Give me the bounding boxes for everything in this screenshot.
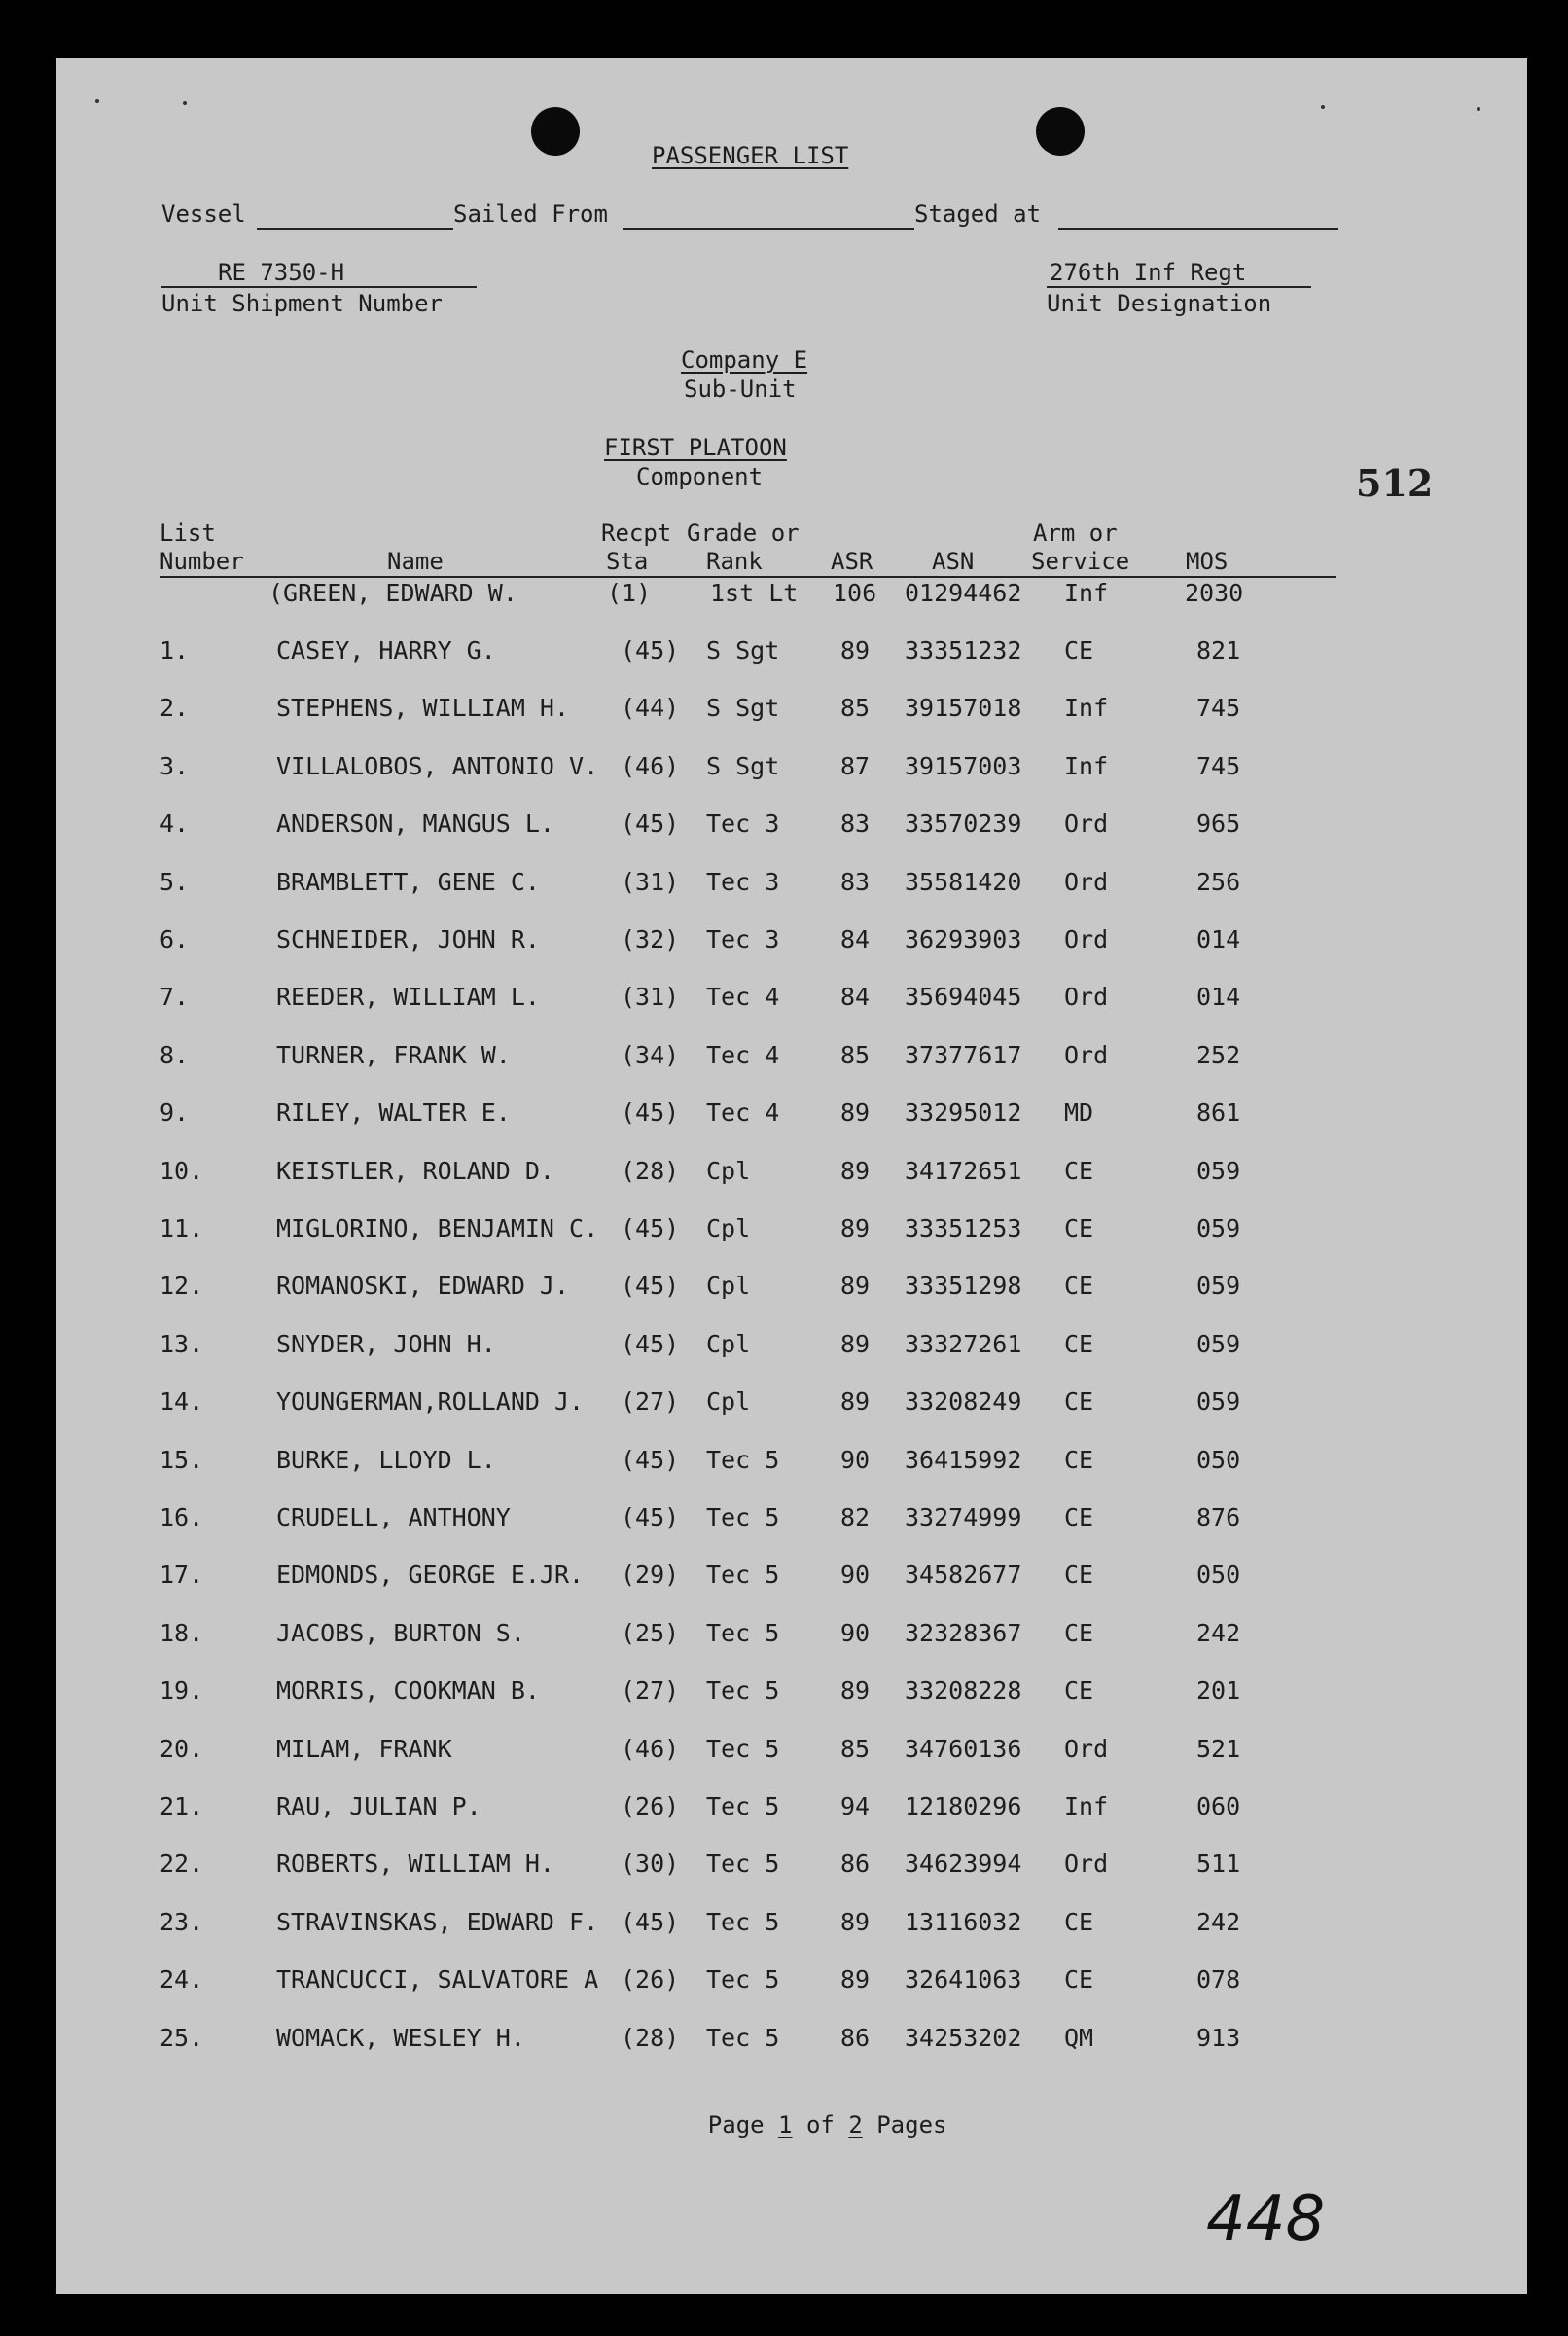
cell-sta: (46) xyxy=(621,1735,680,1763)
cell-num: 17. xyxy=(160,1561,204,1589)
table-row xyxy=(56,1792,1527,1831)
cell-mos: 876 xyxy=(1196,1503,1241,1531)
cell-asr: 86 xyxy=(840,1850,871,1878)
cell-asn: 33351232 xyxy=(905,636,1022,665)
cell-sta: (31) xyxy=(621,868,680,896)
cell-num: 18. xyxy=(160,1619,204,1647)
cell-grade: Tec 3 xyxy=(706,925,780,953)
cell-sta: (45) xyxy=(621,1503,680,1531)
cell-grade: Tec 5 xyxy=(706,1503,780,1531)
cell-asn: 13116032 xyxy=(905,1908,1022,1936)
col-header-number: Number xyxy=(160,548,244,575)
cell-arm: Ord xyxy=(1064,1850,1109,1878)
cell-arm: Ord xyxy=(1064,983,1109,1011)
cell-asn: 34623994 xyxy=(905,1850,1022,1878)
cell-asn: 33208228 xyxy=(905,1676,1022,1705)
col-header-asn: ASN xyxy=(932,548,975,575)
cell-arm: CE xyxy=(1064,636,1094,665)
table-row xyxy=(56,1098,1527,1137)
cell-num: 16. xyxy=(160,1503,204,1531)
cell-arm: QM xyxy=(1064,2024,1094,2052)
unit-designation-label: Unit Designation xyxy=(1047,290,1272,317)
speck xyxy=(183,101,187,105)
staged-at-blank xyxy=(1058,228,1338,230)
table-row xyxy=(56,1908,1527,1947)
cell-sta: (45) xyxy=(621,1446,680,1474)
cell-sta: (26) xyxy=(621,1965,680,1994)
cell-grade: Tec 4 xyxy=(706,1098,780,1127)
cell-num: 9. xyxy=(160,1098,190,1127)
speck xyxy=(1321,105,1325,109)
cell-arm: CE xyxy=(1064,1965,1094,1994)
cell-arm: CE xyxy=(1064,1387,1094,1416)
cell-sta: (45) xyxy=(621,1908,680,1936)
col-header-rank: Rank xyxy=(706,548,763,575)
cell-asn: 33327261 xyxy=(905,1330,1022,1358)
cell-asr: 89 xyxy=(840,1676,871,1705)
speck xyxy=(1477,107,1480,111)
cell-asr: 89 xyxy=(840,1214,871,1242)
cell-grade: Tec 3 xyxy=(706,868,780,896)
cell-name: RAU, JULIAN P. xyxy=(276,1792,481,1820)
cell-arm: CE xyxy=(1064,1908,1094,1936)
cell-grade: Tec 4 xyxy=(706,983,780,1011)
cell-name: ROBERTS, WILLIAM H. xyxy=(276,1850,554,1878)
cell-name: BURKE, LLOYD L. xyxy=(276,1446,496,1474)
cell-asr: 89 xyxy=(840,1387,871,1416)
cell-sta: (27) xyxy=(621,1387,680,1416)
cell-sta: (26) xyxy=(621,1792,680,1820)
cell-asn: 34582677 xyxy=(905,1561,1022,1589)
document-title: PASSENGER LIST xyxy=(652,142,849,169)
cell-grade: Tec 5 xyxy=(706,1446,780,1474)
cell-asr: 84 xyxy=(840,925,871,953)
cell-arm: Ord xyxy=(1064,868,1109,896)
cell-asn: 01294462 xyxy=(905,579,1022,607)
table-row xyxy=(56,694,1527,733)
speck xyxy=(95,99,99,103)
cell-arm: Ord xyxy=(1064,925,1109,953)
cell-arm: CE xyxy=(1064,1676,1094,1705)
cell-grade: Tec 5 xyxy=(706,1850,780,1878)
cell-arm: CE xyxy=(1064,1503,1094,1531)
col-header-recpt: Recpt xyxy=(601,520,672,547)
vessel-blank xyxy=(257,228,453,230)
cell-asr: 90 xyxy=(840,1619,871,1647)
cell-name: KEISTLER, ROLAND D. xyxy=(276,1157,554,1185)
cell-sta: (27) xyxy=(621,1676,680,1705)
cell-grade: Cpl xyxy=(706,1157,751,1185)
cell-grade: Tec 5 xyxy=(706,1792,780,1820)
cell-num: 15. xyxy=(160,1446,204,1474)
cell-num: 4. xyxy=(160,809,190,838)
table-row xyxy=(56,1330,1527,1369)
cell-name: TRANCUCCI, SALVATORE A xyxy=(276,1965,599,1994)
table-row-officer xyxy=(56,579,1527,618)
cell-grade: S Sgt xyxy=(706,752,780,780)
table-row xyxy=(56,1619,1527,1658)
cell-grade: Tec 5 xyxy=(706,1735,780,1763)
cell-asr: 85 xyxy=(840,1735,871,1763)
unit-shipment-line xyxy=(161,286,477,288)
cell-num: 10. xyxy=(160,1157,204,1185)
cell-num: 1. xyxy=(160,636,190,665)
col-header-list: List xyxy=(160,520,216,547)
table-row xyxy=(56,983,1527,1022)
cell-name: MIGLORINO, BENJAMIN C. xyxy=(276,1214,599,1242)
total-pages: 2 xyxy=(848,2111,863,2138)
cell-name: SNYDER, JOHN H. xyxy=(276,1330,496,1358)
unit-designation-line xyxy=(1047,286,1311,288)
cell-arm: Inf xyxy=(1064,752,1109,780)
cell-mos: 014 xyxy=(1196,983,1241,1011)
cell-mos: 913 xyxy=(1196,2024,1241,2052)
col-header-mos: MOS xyxy=(1186,548,1229,575)
cell-asn: 33208249 xyxy=(905,1387,1022,1416)
component-value: FIRST PLATOON xyxy=(604,434,787,461)
cell-name: WOMACK, WESLEY H. xyxy=(276,2024,525,2052)
cell-name: CASEY, HARRY G. xyxy=(276,636,496,665)
cell-mos: 821 xyxy=(1196,636,1241,665)
cell-grade: Tec 3 xyxy=(706,809,780,838)
of-label: of xyxy=(805,2111,835,2138)
cell-arm: CE xyxy=(1064,1330,1094,1358)
document-page xyxy=(56,58,1527,2294)
col-header-grade: Grade or xyxy=(687,520,800,547)
cell-sta: (46) xyxy=(621,752,680,780)
cell-grade: 1st Lt xyxy=(710,579,799,607)
cell-num: 22. xyxy=(160,1850,204,1878)
cell-arm: CE xyxy=(1064,1619,1094,1647)
cell-grade: Tec 5 xyxy=(706,1908,780,1936)
cell-grade: Tec 4 xyxy=(706,1041,780,1069)
cell-sta: (30) xyxy=(621,1850,680,1878)
table-row xyxy=(56,809,1527,848)
cell-sta: (45) xyxy=(621,809,680,838)
cell-mos: 965 xyxy=(1196,809,1241,838)
page-footer xyxy=(652,2084,946,2166)
cell-sta: (32) xyxy=(621,925,680,953)
cell-num: 12. xyxy=(160,1272,204,1300)
cell-asn: 32641063 xyxy=(905,1965,1022,1994)
col-header-service: Service xyxy=(1031,548,1130,575)
cell-asn: 36415992 xyxy=(905,1446,1022,1474)
cell-mos: 861 xyxy=(1196,1098,1241,1127)
cell-grade: S Sgt xyxy=(706,694,780,722)
cell-name: (GREEN, EDWARD W. xyxy=(268,579,517,607)
cell-arm: Inf xyxy=(1064,1792,1109,1820)
cell-asn: 35694045 xyxy=(905,983,1022,1011)
cell-mos: 745 xyxy=(1196,694,1241,722)
punch-hole-right xyxy=(1036,107,1085,156)
cell-num: 3. xyxy=(160,752,190,780)
cell-mos: 059 xyxy=(1196,1214,1241,1242)
cell-asr: 106 xyxy=(833,579,877,607)
cell-asn: 34253202 xyxy=(905,2024,1022,2052)
cell-num: 5. xyxy=(160,868,190,896)
page-label: Page xyxy=(707,2111,765,2138)
cell-mos: 060 xyxy=(1196,1792,1241,1820)
cell-num: 19. xyxy=(160,1676,204,1705)
cell-mos: 511 xyxy=(1196,1850,1241,1878)
cell-name: MORRIS, COOKMAN B. xyxy=(276,1676,540,1705)
cell-asn: 34172651 xyxy=(905,1157,1022,1185)
cell-sta: (29) xyxy=(621,1561,680,1589)
cell-mos: 059 xyxy=(1196,1157,1241,1185)
col-header-sta: Sta xyxy=(606,548,649,575)
cell-name: STEPHENS, WILLIAM H. xyxy=(276,694,570,722)
cell-num: 2. xyxy=(160,694,190,722)
cell-sta: (31) xyxy=(621,983,680,1011)
cell-mos: 242 xyxy=(1196,1619,1241,1647)
cell-sta: (45) xyxy=(621,636,680,665)
cell-grade: Tec 5 xyxy=(706,1676,780,1705)
cell-name: ANDERSON, MANGUS L. xyxy=(276,809,554,838)
cell-num: 25. xyxy=(160,2024,204,2052)
table-row xyxy=(56,1446,1527,1485)
unit-shipment-label: Unit Shipment Number xyxy=(161,290,443,317)
stamp-number: 512 xyxy=(1356,461,1434,505)
cell-sta: (1) xyxy=(607,579,652,607)
cell-sta: (44) xyxy=(621,694,680,722)
cell-sta: (45) xyxy=(621,1098,680,1127)
cell-mos: 078 xyxy=(1196,1965,1241,1994)
table-row xyxy=(56,868,1527,907)
cell-num: 11. xyxy=(160,1214,204,1242)
cell-mos: 201 xyxy=(1196,1676,1241,1705)
cell-name: TURNER, FRANK W. xyxy=(276,1041,511,1069)
cell-asn: 37377617 xyxy=(905,1041,1022,1069)
cell-mos: 050 xyxy=(1196,1446,1241,1474)
cell-arm: CE xyxy=(1064,1272,1094,1300)
sub-unit-value: Company E xyxy=(681,346,808,374)
cell-asr: 89 xyxy=(840,1157,871,1185)
cell-num: 8. xyxy=(160,1041,190,1069)
cell-asr: 90 xyxy=(840,1561,871,1589)
cell-mos: 252 xyxy=(1196,1041,1241,1069)
cell-mos: 2030 xyxy=(1185,579,1244,607)
cell-num: 7. xyxy=(160,983,190,1011)
unit-shipment-number: RE 7350-H xyxy=(218,259,345,286)
sailed-from-blank xyxy=(623,228,914,230)
cell-mos: 242 xyxy=(1196,1908,1241,1936)
table-row xyxy=(56,636,1527,675)
cell-asn: 35581420 xyxy=(905,868,1022,896)
cell-arm: Inf xyxy=(1064,694,1109,722)
cell-asr: 82 xyxy=(840,1503,871,1531)
staged-at-label: Staged at xyxy=(914,200,1042,228)
cell-arm: CE xyxy=(1064,1561,1094,1589)
cell-name: RILEY, WALTER E. xyxy=(276,1098,511,1127)
cell-num: 24. xyxy=(160,1965,204,1994)
cell-asr: 89 xyxy=(840,1965,871,1994)
table-row xyxy=(56,1561,1527,1599)
cell-asn: 33351253 xyxy=(905,1214,1022,1242)
table-row xyxy=(56,752,1527,791)
cell-sta: (28) xyxy=(621,2024,680,2052)
cell-arm: CE xyxy=(1064,1214,1094,1242)
cell-asn: 36293903 xyxy=(905,925,1022,953)
cell-asr: 89 xyxy=(840,1330,871,1358)
cell-asn: 33570239 xyxy=(905,809,1022,838)
cell-name: REEDER, WILLIAM L. xyxy=(276,983,540,1011)
cell-asn: 39157018 xyxy=(905,694,1022,722)
cell-name: ROMANOSKI, EDWARD J. xyxy=(276,1272,570,1300)
cell-grade: Cpl xyxy=(706,1330,751,1358)
cell-name: MILAM, FRANK xyxy=(276,1735,452,1763)
page-number: 1 xyxy=(778,2111,793,2138)
cell-num: 6. xyxy=(160,925,190,953)
cell-asr: 85 xyxy=(840,1041,871,1069)
cell-mos: 745 xyxy=(1196,752,1241,780)
cell-grade: Tec 5 xyxy=(706,1561,780,1589)
cell-grade: Tec 5 xyxy=(706,1619,780,1647)
cell-arm: Ord xyxy=(1064,1735,1109,1763)
cell-asr: 89 xyxy=(840,1908,871,1936)
cell-grade: S Sgt xyxy=(706,636,780,665)
cell-asn: 33274999 xyxy=(905,1503,1022,1531)
cell-sta: (45) xyxy=(621,1330,680,1358)
cell-asr: 90 xyxy=(840,1446,871,1474)
cell-name: STRAVINSKAS, EDWARD F. xyxy=(276,1908,599,1936)
cell-asr: 89 xyxy=(840,1272,871,1300)
cell-mos: 050 xyxy=(1196,1561,1241,1589)
cell-name: EDMONDS, GEORGE E.JR. xyxy=(276,1561,585,1589)
sailed-from-label: Sailed From xyxy=(453,200,608,228)
cell-asr: 86 xyxy=(840,2024,871,2052)
cell-asn: 33351298 xyxy=(905,1272,1022,1300)
cell-asr: 84 xyxy=(840,983,871,1011)
cell-arm: CE xyxy=(1064,1157,1094,1185)
table-row xyxy=(56,1214,1527,1253)
cell-grade: Tec 5 xyxy=(706,2024,780,2052)
table-row xyxy=(56,1503,1527,1542)
cell-asn: 33295012 xyxy=(905,1098,1022,1127)
cell-grade: Tec 5 xyxy=(706,1965,780,1994)
cell-asr: 85 xyxy=(840,694,871,722)
cell-asr: 83 xyxy=(840,868,871,896)
col-header-asr: ASR xyxy=(831,548,873,575)
table-row xyxy=(56,925,1527,964)
table-row xyxy=(56,1387,1527,1426)
cell-asr: 89 xyxy=(840,636,871,665)
cell-asr: 94 xyxy=(840,1792,871,1820)
cell-grade: Cpl xyxy=(706,1387,751,1416)
cell-arm: Inf xyxy=(1064,579,1109,607)
cell-asn: 32328367 xyxy=(905,1619,1022,1647)
table-row xyxy=(56,1965,1527,2004)
cell-num: 14. xyxy=(160,1387,204,1416)
unit-designation: 276th Inf Regt xyxy=(1050,259,1247,286)
cell-mos: 059 xyxy=(1196,1330,1241,1358)
cell-name: CRUDELL, ANTHONY xyxy=(276,1503,511,1531)
cell-arm: MD xyxy=(1064,1098,1094,1127)
cell-asr: 89 xyxy=(840,1098,871,1127)
table-row xyxy=(56,1272,1527,1311)
cell-grade: Cpl xyxy=(706,1214,751,1242)
cell-name: SCHNEIDER, JOHN R. xyxy=(276,925,540,953)
cell-asn: 34760136 xyxy=(905,1735,1022,1763)
pages-label: Pages xyxy=(876,2111,947,2138)
cell-asr: 83 xyxy=(840,809,871,838)
cell-num: 13. xyxy=(160,1330,204,1358)
cell-num: 20. xyxy=(160,1735,204,1763)
cell-asn: 12180296 xyxy=(905,1792,1022,1820)
cell-name: VILLALOBOS, ANTONIO V. xyxy=(276,752,599,780)
cell-grade: Cpl xyxy=(706,1272,751,1300)
cell-mos: 256 xyxy=(1196,868,1241,896)
cell-mos: 521 xyxy=(1196,1735,1241,1763)
table-row xyxy=(56,1735,1527,1774)
table-row xyxy=(56,1041,1527,1080)
cell-sta: (45) xyxy=(621,1214,680,1242)
cell-mos: 059 xyxy=(1196,1387,1241,1416)
cell-asn: 39157003 xyxy=(905,752,1022,780)
cell-asr: 87 xyxy=(840,752,871,780)
cell-name: BRAMBLETT, GENE C. xyxy=(276,868,540,896)
component-label: Component xyxy=(636,463,764,490)
vessel-label: Vessel xyxy=(161,200,246,228)
cell-sta: (25) xyxy=(621,1619,680,1647)
table-row xyxy=(56,1850,1527,1888)
header-rule xyxy=(160,576,1336,578)
table-row xyxy=(56,1676,1527,1715)
cell-num: 21. xyxy=(160,1792,204,1820)
cell-num: 23. xyxy=(160,1908,204,1936)
cell-sta: (45) xyxy=(621,1272,680,1300)
col-header-arm: Arm or xyxy=(1033,520,1118,547)
table-row xyxy=(56,2024,1527,2063)
cell-name: YOUNGERMAN,ROLLAND J. xyxy=(276,1387,585,1416)
table-row xyxy=(56,1157,1527,1196)
cell-mos: 014 xyxy=(1196,925,1241,953)
col-header-name: Name xyxy=(387,548,444,575)
cell-name: JACOBS, BURTON S. xyxy=(276,1619,525,1647)
handwritten-number: 448 xyxy=(1206,2183,1326,2255)
cell-sta: (34) xyxy=(621,1041,680,1069)
punch-hole-left xyxy=(531,107,580,156)
sub-unit-label: Sub-Unit xyxy=(684,376,797,403)
cell-arm: Ord xyxy=(1064,809,1109,838)
cell-arm: Ord xyxy=(1064,1041,1109,1069)
cell-mos: 059 xyxy=(1196,1272,1241,1300)
cell-sta: (28) xyxy=(621,1157,680,1185)
cell-arm: CE xyxy=(1064,1446,1094,1474)
